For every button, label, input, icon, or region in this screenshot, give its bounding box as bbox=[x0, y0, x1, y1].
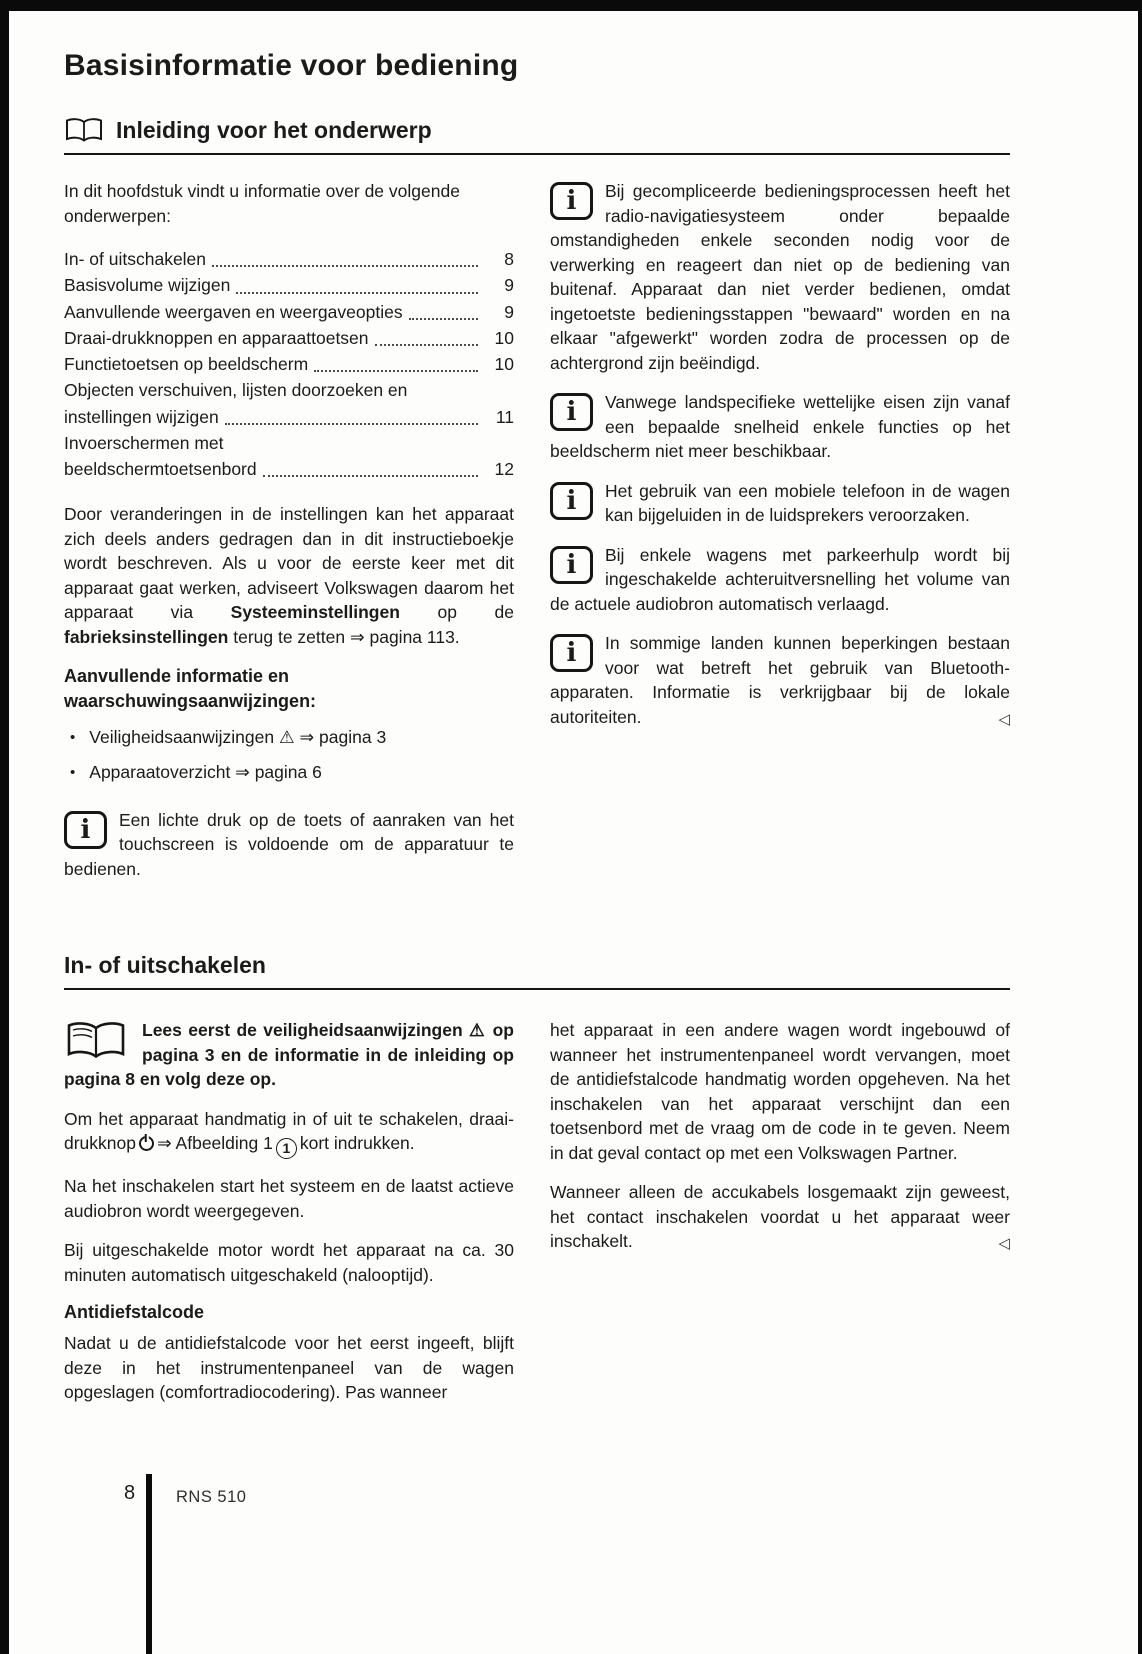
rotary-knob-icon bbox=[139, 1136, 154, 1151]
page-border-right bbox=[1138, 0, 1142, 1654]
paragraph-text: terug te zetten ⇒ pagina 113. bbox=[228, 626, 460, 647]
toc-row bbox=[64, 299, 514, 325]
toc-label: Draai-drukknoppen en apparaattoetsen bbox=[64, 327, 369, 348]
footer-divider-bar bbox=[146, 1474, 152, 1654]
note-text: Het gebruik van een mobiele telefoon in de wagen kan bijgeluiden in de luidsprekers veroorzaken. bbox=[605, 480, 1010, 525]
subheading-aanvullende-informatie: Aanvullende informatie en waarschuwingsaanwijzingen: bbox=[64, 666, 317, 711]
open-book-icon bbox=[64, 1020, 128, 1062]
bullet-item bbox=[70, 760, 514, 785]
info-icon bbox=[550, 393, 593, 431]
lead-safety-note bbox=[64, 1018, 514, 1092]
open-book-icon bbox=[64, 117, 104, 144]
bold-term: fabrieksinstellingen bbox=[64, 626, 229, 647]
paragraph: het apparaat in een andere wagen wordt ingebouwd of wanneer het instrumentenpaneel wordt vervangen, moet de antidiefstalcode handmatig worden opgeheven. Na het inschakelen van het apparaat verschijnt dan een toetsenbord met de vraag om de code in te geven. Neem in dat geval contact op met een Volkswagen Partner. bbox=[550, 1020, 1010, 1163]
paragraph-text: Wanneer alleen de accukabels losgemaakt zijn geweest, het contact inschakelen voordat u het apparaat weer inschakelt. bbox=[550, 1182, 1010, 1252]
footer-model-name: RNS 510 bbox=[176, 1488, 247, 1506]
intro-text: In dit hoofdstuk vindt u informatie over de volgende onderwerpen: bbox=[64, 181, 460, 226]
onoff-columns bbox=[64, 1018, 1010, 1420]
circled-number-1-icon: 1 bbox=[276, 1138, 297, 1159]
info-note bbox=[550, 179, 1010, 375]
bold-term: Systeeminstellingen bbox=[230, 602, 400, 623]
bullet-icon: • bbox=[70, 764, 76, 782]
toc-row bbox=[64, 377, 514, 403]
toc-label: Functietoetsen op beeldscherm bbox=[64, 354, 309, 374]
paragraph-text: Om het apparaat handmatig in of uit te schakelen, draai-drukknop bbox=[64, 1108, 514, 1154]
toc-page-number: 11 bbox=[495, 406, 514, 427]
toc-row bbox=[64, 272, 514, 298]
footer-page-number: 8 bbox=[124, 1482, 136, 1504]
bullet-icon: • bbox=[70, 728, 76, 746]
paragraph-text: ⇒ Afbeelding 1 bbox=[157, 1133, 273, 1154]
info-icon bbox=[550, 634, 593, 672]
intro-column-left bbox=[64, 179, 514, 896]
toc-leader-dots bbox=[263, 475, 478, 477]
info-note bbox=[550, 543, 1010, 617]
note-text: Vanwege landspecifieke wettelijke eisen zijn vanaf een bepaalde snelheid enkele functies op het beeldscherm niet meer beschikbaar. bbox=[550, 392, 1010, 461]
toc-leader-dots bbox=[314, 370, 478, 372]
info-icon-glyph: i bbox=[566, 549, 577, 580]
onoff-column-left bbox=[64, 1018, 514, 1420]
toc-page-number: 8 bbox=[504, 249, 514, 269]
toc-leader-dots bbox=[375, 344, 478, 346]
info-note bbox=[550, 631, 1010, 729]
bullet-item bbox=[70, 725, 514, 750]
toc-page-number: 12 bbox=[494, 459, 514, 479]
subheading-antidiefstalcode: Antidiefstalcode bbox=[64, 1302, 205, 1323]
paragraph-text: op de bbox=[399, 602, 515, 623]
paragraph-power bbox=[64, 1107, 514, 1160]
info-icon-glyph: i bbox=[566, 485, 577, 516]
toc-row bbox=[64, 325, 514, 351]
info-icon bbox=[64, 811, 107, 849]
paragraph bbox=[550, 1180, 1010, 1254]
intro-columns bbox=[64, 179, 1010, 896]
intro-body-paragraph bbox=[64, 502, 514, 649]
toc-leader-dots bbox=[236, 292, 478, 294]
toc-leader-dots bbox=[225, 423, 478, 425]
note-text: In sommige landen kunnen beperkingen bestaan voor wat betreft het gebruik van Bluetooth-apparaten. Informatie is verkrijgbaar bij de lokale autoriteiten. bbox=[550, 633, 1010, 727]
toc-leader-dots bbox=[409, 318, 478, 320]
info-icon bbox=[550, 482, 593, 520]
info-icon bbox=[550, 546, 593, 584]
toc-row bbox=[64, 351, 514, 377]
intro-column-right bbox=[550, 179, 1010, 896]
info-icon bbox=[550, 182, 593, 220]
toc-label: instellingen wijzigen bbox=[64, 406, 219, 427]
page-border-left bbox=[0, 0, 9, 1654]
section-heading-in-of-uitschakelen bbox=[64, 952, 1010, 990]
note-text: Een lichte druk op de toets of aanraken van het touchscreen is voldoende om de apparatuur te bedienen. bbox=[64, 809, 514, 879]
info-icon-glyph: i bbox=[566, 638, 577, 668]
info-icon-glyph: i bbox=[80, 814, 91, 845]
bullet-text: Veiligheidsaanwijzingen ⚠ ⇒ pagina 3 bbox=[89, 726, 387, 747]
toc-label: Objecten verschuiven, lijsten doorzoeken en bbox=[64, 380, 408, 401]
paragraph: Bij uitgeschakelde motor wordt het apparaat na ca. 30 minuten automatisch uitgeschakeld (nalooptijd). bbox=[64, 1240, 514, 1285]
toc-leader-dots bbox=[212, 265, 478, 267]
paragraph: Na het inschakelen start het systeem en de laatst actieve audiobron wordt weergegeven. bbox=[64, 1176, 514, 1221]
note-text: Bij gecompliceerde bedieningsprocessen heeft het radio-navigatiesysteem onder bepaalde omstandigheden enkele seconden nodig voor de verwerking en reageert dan niet op de bediening van buitenaf. Apparaat dan niet verder bedienen, omdat ingetoetste bedieningsstappen "bewaard" worden en na elkaar "afgewerkt" worden zodra de processen op de achtergrond zijn beëindigd. bbox=[550, 181, 1010, 373]
toc-label: Aanvullende weergaven en weergaveopties bbox=[64, 301, 403, 322]
section-end-marker: ◁ bbox=[998, 710, 1010, 728]
info-icon-glyph: i bbox=[566, 186, 577, 216]
toc-row bbox=[64, 404, 514, 430]
section-heading-label: In- of uitschakelen bbox=[64, 952, 266, 979]
toc-row bbox=[64, 430, 514, 456]
page-content bbox=[64, 11, 1010, 1420]
info-note bbox=[64, 808, 514, 882]
section-heading-label: Inleiding voor het onderwerp bbox=[116, 117, 432, 143]
info-icon-glyph: i bbox=[566, 397, 577, 427]
toc-label: Basisvolume wijzigen bbox=[64, 275, 231, 296]
paragraph-text: Door veranderingen in de instellingen kan het apparaat zich deels anders gedragen dan in dit instructieboekje wordt beschreven. Als u voor de eerste keer met dit apparaat gaat werken, adviseert Volkswagen daarom het apparaat via bbox=[64, 504, 514, 623]
toc-page-number: 10 bbox=[494, 327, 514, 348]
page-border-top bbox=[0, 0, 1142, 11]
bullet-text: Apparaatoverzicht ⇒ pagina 6 bbox=[89, 762, 322, 783]
section-end-marker: ◁ bbox=[998, 1235, 1010, 1253]
paragraph-text: kort indrukken. bbox=[299, 1133, 415, 1154]
toc-page-number: 9 bbox=[504, 275, 514, 296]
toc-label: Invoerschermen met bbox=[64, 432, 224, 453]
section-heading-inleiding bbox=[64, 117, 1010, 155]
toc-row bbox=[64, 246, 514, 272]
toc-label: beeldschermtoetsenbord bbox=[64, 459, 257, 479]
info-note bbox=[550, 390, 1010, 464]
info-note bbox=[550, 479, 1010, 528]
paragraph: Nadat u de antidiefstalcode voor het eerst ingeeft, blijft deze in het instrumentenpaneel van de wagen opgeslagen (comfortradiocodering). Pas wanneer bbox=[64, 1333, 514, 1403]
toc-page-number: 10 bbox=[494, 354, 514, 374]
page-title: Basisinformatie voor bediening bbox=[64, 49, 519, 82]
table-of-contents bbox=[64, 246, 514, 482]
toc-label: In- of uitschakelen bbox=[64, 249, 207, 269]
toc-row bbox=[64, 456, 514, 482]
lead-text: Lees eerst de veiligheidsaanwijzingen ⚠ op pagina 3 en de informatie in de inleiding op pagina 8 en volg deze op. bbox=[64, 1020, 514, 1090]
onoff-column-right bbox=[550, 1018, 1010, 1420]
toc-page-number: 9 bbox=[504, 301, 514, 322]
note-text: Bij enkele wagens met parkeerhulp wordt bij ingeschakelde achteruitversnelling het volume van de actuele audiobron automatisch verlaagd. bbox=[550, 544, 1010, 614]
